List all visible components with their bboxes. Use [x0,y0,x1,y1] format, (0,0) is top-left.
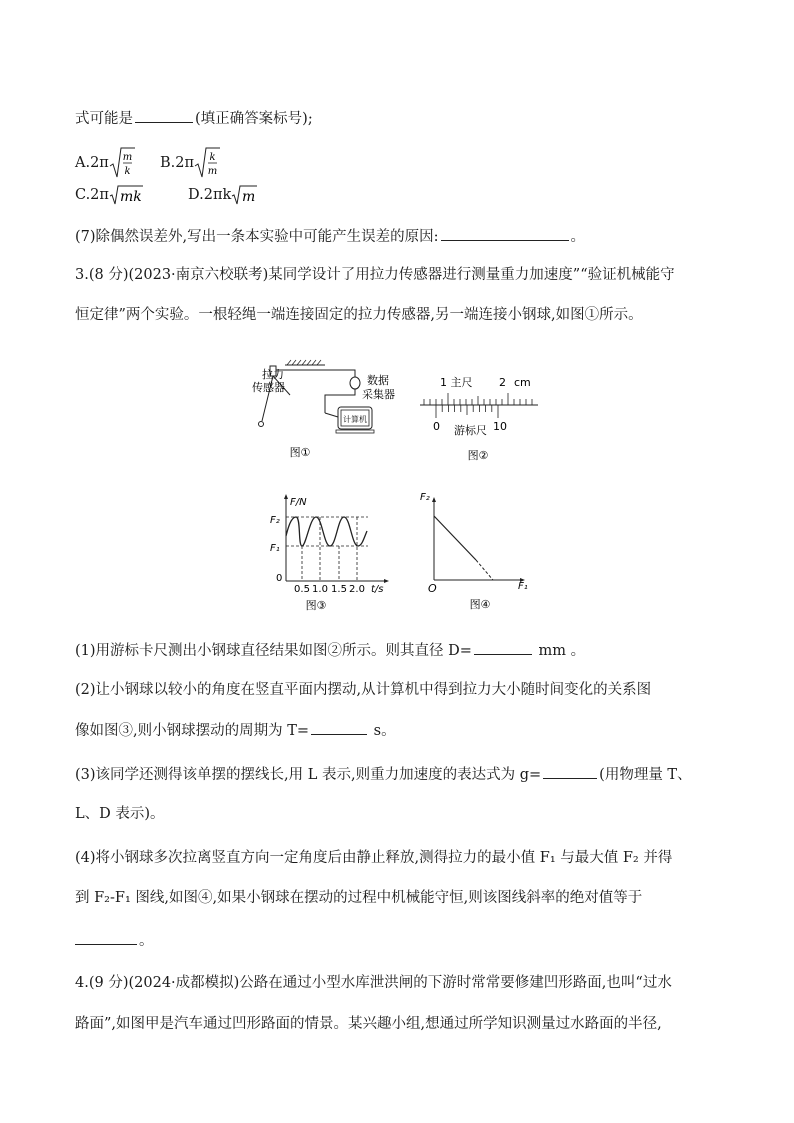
sub-question-3-line-2: L、D 表示)。 [75,806,165,822]
text-fragment: (用物理量 T、 [599,767,692,783]
fraction-denominator: m [207,166,218,177]
answer-blank[interactable] [75,930,137,945]
origin-label: O [428,582,437,595]
x-axis-label: F₁ [518,581,528,592]
sqrt-expression [109,184,143,206]
text-fragment: (7)除偶然误差外,写出一条本实验中可能产生误差的原因: [75,229,439,245]
sqrt-fraction [109,146,135,180]
sensor-label-1: 拉力 [262,368,284,381]
sub-question-2-line-1: (2)让小钢球以较小的角度在竖直平面内摆动,从计算机中得到拉力大小随时间变化的关系图 [75,682,652,698]
option-a [75,146,135,180]
answer-blank[interactable] [311,720,367,735]
fraction-denominator: k [124,166,131,177]
question-3-line-2: 恒定律”两个实验。一根轻绳一端连接固定的拉力传感器,另一端连接小钢球,如图①所示。 [75,307,643,323]
option-label: B.2π [160,155,195,171]
figure-4-caption: 图④ [469,598,491,611]
text-fragment: (3)该同学还测得该单摆的摆线长,用 L 表示,则重力加速度的表达式为 g= [75,767,542,783]
text-fragment: (填正确答案标号); [195,111,313,127]
f2-f1-extension [476,560,493,580]
figure-2 [420,368,545,468]
sub-question-2-line-2 [75,720,396,741]
option-c [75,184,143,206]
text-fragment: 。 [139,933,154,949]
f2-f1-line [434,516,476,560]
force-curve [286,517,367,546]
tick-label: 2.0 [349,584,365,595]
sqrt-fraction [194,146,220,180]
figure-1 [250,355,410,467]
text-fragment: mm 。 [533,643,586,659]
collector-label-1: 数据 [367,374,389,387]
option-label: A.2π [75,155,109,171]
fraction-numerator: k [209,152,216,163]
sensor-label-2: 传感器 [252,381,285,394]
sqrt-expression [231,184,257,206]
y-axis-label: F₂ [420,492,430,503]
sub-question-4-line-3 [75,930,154,951]
option-b [160,146,220,180]
collector-label-2: 采集器 [362,388,395,401]
figure-1-caption: 图① [289,446,311,459]
tick-label: 1.0 [312,584,328,595]
answer-blank[interactable] [474,640,532,655]
text-fragment: 式可能是 [75,111,133,127]
question-4-line-1: 4.(9 分)(2024·成都模拟)公路在通过小型水库泄洪闸的下游时常常要修建凹形路面,也叫“过水 [75,975,672,991]
text-fragment: 。 [570,229,586,245]
figure-2-caption: 图② [467,449,489,462]
origin-label: 0 [276,573,283,584]
text-line-7 [75,226,585,247]
question-3-line-1: 3.(8 分)(2023·南京六校联考)某同学设计了用拉力传感器进行测量重力加速度”“验证机械能守 [75,267,675,283]
text-line-1 [75,108,313,129]
y-axis-label: F/N [290,497,307,508]
figure-4 [418,486,536,617]
f2-label: F₂ [270,515,280,526]
sub-question-3-line-1 [75,764,692,785]
f1-label: F₁ [270,543,280,554]
computer-label: 计算机 [343,415,367,424]
vernier-label: 游标尺 [454,424,487,437]
figure-3 [268,493,403,617]
vernier-ten: 10 [493,420,507,433]
sub-question-4-line-1: (4)将小钢球多次拉离竖直方向一定角度后由静止释放,测得拉力的最小值 F₁ 与最大值 F₂ 并得 [75,850,673,866]
main-scale-2: 2 [499,376,506,389]
radicand: mk [119,189,142,205]
fraction-numerator: m [122,152,133,163]
vernier-zero: 0 [433,420,440,433]
sub-question-4-line-2: 到 F₂-F₁ 图线,如图④,如果小钢球在摆动的过程中机械能守恒,则该图线斜率的绝对值等于 [75,890,643,906]
radicand: m [242,189,256,205]
answer-blank[interactable] [441,226,569,241]
option-label: D.2πk [188,187,232,203]
text-fragment: s。 [369,723,396,739]
answer-blank[interactable] [543,764,597,779]
option-d [188,184,257,206]
answer-blank[interactable] [135,108,193,123]
question-4-line-2: 路面”,如图甲是汽车通过凹形路面的情景。某兴趣小组,想通过所学知识测量过水路面的半径, [75,1016,662,1032]
tick-label: 1.5 [331,584,347,595]
figure-3-caption: 图③ [305,599,327,612]
main-scale-unit: cm [514,376,531,389]
x-axis-label: t/s [371,584,384,595]
text-fragment: 像如图③,则小钢球摆动的周期为 T= [75,723,310,739]
text-fragment: (1)用游标卡尺测出小钢球直径结果如图②所示。则其直径 D= [75,643,472,659]
option-label: C.2π [75,187,109,203]
main-scale-label: 1 主尺 [440,376,473,389]
sub-question-1 [75,640,585,661]
tick-label: 0.5 [294,584,310,595]
